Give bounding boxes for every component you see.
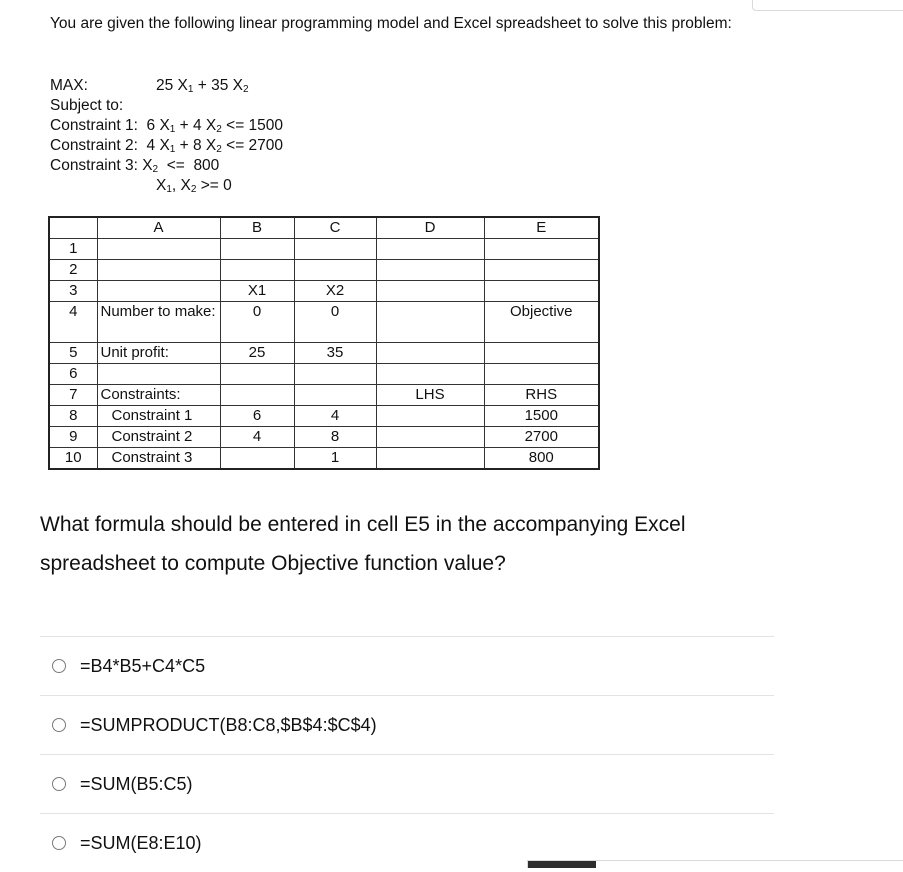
row-number: 5 bbox=[49, 343, 97, 364]
cell-b8: 6 bbox=[220, 406, 294, 427]
cell-c3: X2 bbox=[294, 281, 376, 302]
cell-b3: X1 bbox=[220, 281, 294, 302]
sheet-row bbox=[49, 448, 599, 470]
spreadsheet bbox=[48, 216, 600, 470]
row-number: 2 bbox=[49, 260, 97, 281]
radio-button-icon[interactable] bbox=[52, 836, 66, 850]
row-number: 1 bbox=[49, 239, 97, 260]
cell-d7: LHS bbox=[376, 385, 484, 406]
cell-e8: 1500 bbox=[484, 406, 599, 427]
radio-button-icon[interactable] bbox=[52, 777, 66, 791]
answer-option-3[interactable] bbox=[40, 754, 774, 813]
column-header-a: A bbox=[97, 217, 220, 239]
answer-option-label: =SUMPRODUCT(B8:C8,$B$4:$C$4) bbox=[80, 714, 377, 735]
sheet-row bbox=[49, 364, 599, 385]
row-number: 10 bbox=[49, 448, 97, 470]
intro-text: You are given the following linear programming model and Excel spreadsheet to solve this problem: bbox=[50, 15, 732, 32]
answer-options bbox=[40, 636, 774, 872]
sheet-row bbox=[49, 302, 599, 343]
answer-option-label: =B4*B5+C4*C5 bbox=[80, 655, 206, 676]
constraint-2: Constraint 2: 4 $X_1 + 8$ $X_2 <= 2700$ bbox=[50, 137, 284, 155]
cell-e7: RHS bbox=[484, 385, 599, 406]
sheet-row bbox=[49, 281, 599, 302]
cell-e9: 2700 bbox=[484, 427, 599, 448]
sheet-row bbox=[49, 239, 599, 260]
constraint-3: Constraint 3: $X_2 <= 800$ bbox=[50, 157, 220, 175]
cell-c10: 1 bbox=[294, 448, 376, 470]
row-number: 9 bbox=[49, 427, 97, 448]
answer-option-label: =SUM(E8:E10) bbox=[80, 832, 202, 853]
column-header-c: C bbox=[294, 217, 376, 239]
cell-c9: 8 bbox=[294, 427, 376, 448]
question-text: What formula should be entered in cell E5 in the accompanying Excel spreadsheet to compute Objective function value? bbox=[40, 513, 686, 575]
subject-to: Subject to: bbox=[50, 97, 124, 114]
row-number: 7 bbox=[49, 385, 97, 406]
sheet-row bbox=[49, 427, 599, 448]
cell-c8: 4 bbox=[294, 406, 376, 427]
cell-a8: Constraint 1 bbox=[97, 406, 220, 427]
cell-a10: Constraint 3 bbox=[97, 448, 220, 470]
cell-a5: Unit profit: bbox=[97, 343, 220, 364]
answer-option-2[interactable] bbox=[40, 695, 774, 754]
lp-model bbox=[50, 76, 283, 196]
cell-b5: 25 bbox=[220, 343, 294, 364]
sheet-row bbox=[49, 343, 599, 364]
column-header-row bbox=[49, 217, 599, 239]
cell-e5 bbox=[484, 343, 599, 364]
objective-row bbox=[50, 76, 283, 96]
column-header-e: E bbox=[484, 217, 599, 239]
sheet-row bbox=[49, 406, 599, 427]
objective-label: MAX: bbox=[50, 77, 88, 94]
radio-button-icon[interactable] bbox=[52, 659, 66, 673]
sheet-row bbox=[49, 385, 599, 406]
corner-frame bbox=[752, 0, 903, 11]
answer-option-label: =SUM(B5:C5) bbox=[80, 773, 193, 794]
constraint-1: Constraint 1: 6 $X_1 + 4$ $X_2 <= 1500$ bbox=[50, 117, 284, 135]
cell-e10: 800 bbox=[484, 448, 599, 470]
row-number: 4 bbox=[49, 302, 97, 343]
column-header-d: D bbox=[376, 217, 484, 239]
corner-cell bbox=[49, 217, 97, 239]
nonnegativity: $X_1$, $X_2 >= 0$ bbox=[156, 177, 232, 195]
cell-b9: 4 bbox=[220, 427, 294, 448]
cell-a7: Constraints: bbox=[97, 385, 220, 406]
answer-option-1[interactable] bbox=[40, 636, 774, 695]
row-number: 3 bbox=[49, 281, 97, 302]
row-number: 8 bbox=[49, 406, 97, 427]
cell-c4: 0 bbox=[294, 302, 376, 343]
cell-a9: Constraint 2 bbox=[97, 427, 220, 448]
sheet-row bbox=[49, 260, 599, 281]
objective-function: 25 $X_1 + 35$ $X_2$ bbox=[156, 77, 249, 95]
cell-a4: Number to make: bbox=[97, 302, 220, 343]
cell-e4: Objective bbox=[484, 302, 599, 343]
cell-b4: 0 bbox=[220, 302, 294, 343]
row-number: 6 bbox=[49, 364, 97, 385]
cell-c5: 35 bbox=[294, 343, 376, 364]
radio-button-icon[interactable] bbox=[52, 718, 66, 732]
column-header-b: B bbox=[220, 217, 294, 239]
